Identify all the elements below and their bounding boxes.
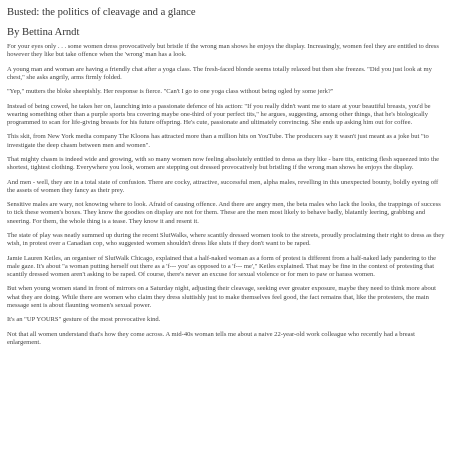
paragraph: For your eyes only . . . some women dress provocatively but bristle if the wrong man shows he enjoys the display. Increasingly, women feel they are entitled to dress however they like but take offence when the 'wrong' man has a look.: [7, 43, 439, 59]
paragraph: The state of play was neatly summed up during the recent SlutWalks, where scantily dressed women took to the streets, proudly proclaiming their right to dress as they wish, in protest over a Canadian cop, who suggested women shouldn't dress like sluts if they don't want to be raped.: [7, 231, 445, 248]
paragraph: But when young women stand in front of mirrors on a Saturday night, adjusting their cleavage, seeking ever greater exposure, maybe they need to think more about what they are doing. While there are women who claim they dress sluttishly just to make themselves feel good, the fact remains that, like the protesters, the main message sent is about flaunting women's sexual power.: [7, 285, 436, 309]
paragraph: A young man and woman are having a friendly chat after a yoga class. The fresh-faced blonde seems totally relaxed but then she freezes. "Did you just look at my chest," she asks angrily, arms firmly folded.: [7, 65, 432, 81]
article-body: [7, 43, 447, 347]
paragraph: And men - well, they are in a total state of confusion. There are cocky, attractive, successful men, alpha males, revelling in this unexpected bounty, boldly eyeing off the assets of women they fancy as their prey.: [7, 178, 439, 194]
article: [7, 6, 447, 347]
paragraph: Sensitive males are wary, not knowing where to look. Afraid of causing offence. And there are angry men, the beta males who lack the looks, the trappings of success to tick these women's boxes. They know the goodies on display are not for them. These are the men most likely to behave badly, blatantly leering, grabbing and sneering. For them, the whole thing is a tease. They know it and resent it.: [7, 201, 441, 225]
paragraph: This skit, from New York media company The Kloons has attracted more than a million hits on YouTube. The producers say it wasn't just meant as a joke but "to investigate the deep chasm between men and women".: [7, 133, 429, 149]
paragraph: "Yep," mutters the bloke sheepishly. Her response is fierce. "Can't I go to one yoga class without being ogled by some jerk?": [7, 88, 334, 96]
paragraph: It's an "UP YOURS" gesture of the most provocative kind.: [7, 316, 161, 324]
article-byline: By Bettina Arndt: [7, 27, 80, 38]
article-title: Busted: the politics of cleavage and a glance: [7, 7, 196, 18]
paragraph: Not that all women understand that's how they come across. A mid-40s woman tells me about a naive 22-year-old work colleague who recently had a breast enlargement.: [7, 330, 415, 346]
paragraph: Jamie Lauren Keiles, an organiser of SlutWalk Chicago, explained that a half-naked woman as a form of protest is different from a half-naked lady pandering to the male gaze. It's about "a woman putting herself out there as a 'f--- you' as opposed to a 'f--- me'," Keiles explained. That may be fine in the context of protesting that scantily dressed women aren't asking to be raped. Of course, there's never an excuse for sexual violence or for men to paw or harass women.: [7, 254, 436, 278]
paragraph: Instead of being cowed, he takes her on, launching into a passionate defence of his action: "If you really didn't want me to stare at your beautiful breasts, you'd be wearing something other than a purple sports bra covering maybe one-third of your perfect tits," he argues, suggesting, among other things, that he's biologically programmed to scan for life-giving breasts for his future offspring. He's cute, passionate and ultimately convincing. She ends up asking him out for coffee.: [7, 102, 431, 126]
paragraph: That mighty chasm is indeed wide and growing, with so many women now feeling absolutely entitled to dress as they like - bare tits, enticing flesh squeezed into the shortest, tightest clothing. Everywhere you look, women are stepping out dressed provocatively but bristling if the wrong man shows he enjoys the display.: [7, 155, 439, 172]
